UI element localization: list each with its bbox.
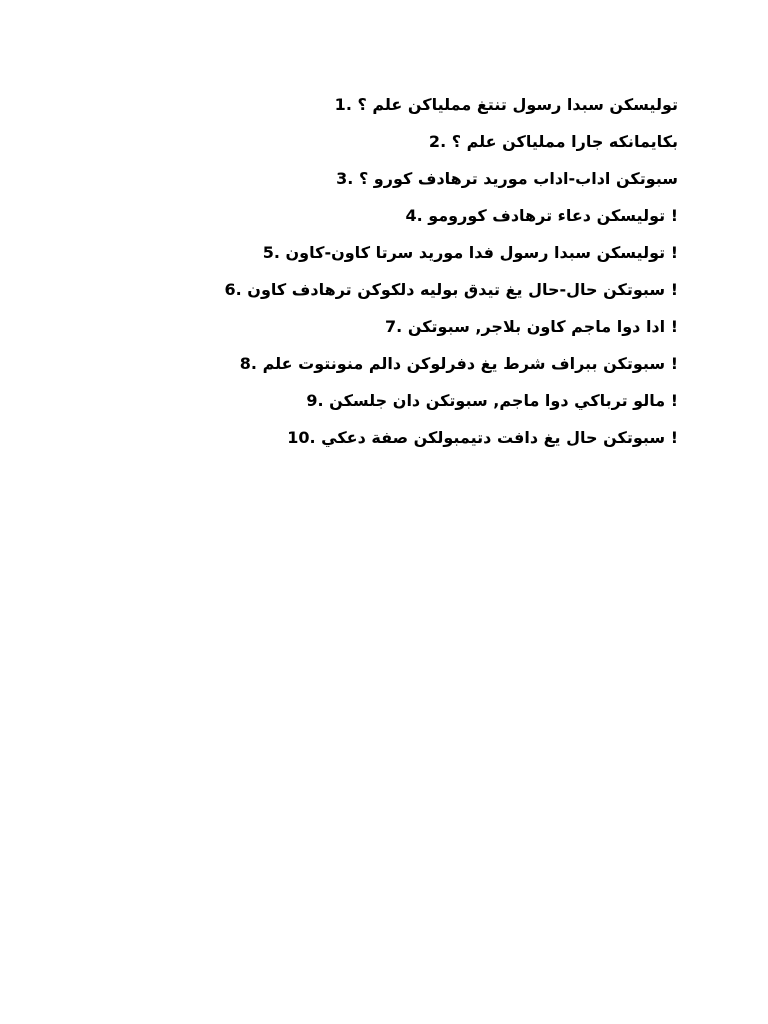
question-item-4: ! توليسكن دعاء ترهادف كورومو .4 (405, 206, 678, 225)
question-item-2: بكايمانكه جارا مملياكن علم ؟ .2 (428, 132, 678, 151)
question-item-3: سبوتكن اداب-اداب موريد ترهادف كورو ؟ .3 (336, 169, 678, 188)
question-item-6: ! سبوتكن حال-حال يغ تيدق بوليه دلكوكن ترهادف كاون .6 (224, 280, 678, 299)
question-item-10: ! سبوتكن حال يغ دافت دتيمبولكن صفة دعكي .10 (287, 428, 678, 447)
question-item-8: ! سبوتكن ببراف شرط يغ دفرلوكن دالم منونتوت علم .8 (239, 354, 678, 373)
question-item-9: ! مالو ترباكي دوا ماجم, سبوتكن دان جلسكن .9 (306, 391, 678, 410)
question-list (150, 86, 678, 456)
question-item-5: ! توليسكن سبدا رسول فدا موريد سرتا كاون-كاون .5 (262, 243, 678, 262)
question-item-1: توليسكن سبدا رسول تنتغ مملياكن علم ؟ .1 (334, 95, 678, 114)
question-item-7: ! ادا دوا ماجم كاون بلاجر, سبوتكن .7 (385, 317, 678, 336)
